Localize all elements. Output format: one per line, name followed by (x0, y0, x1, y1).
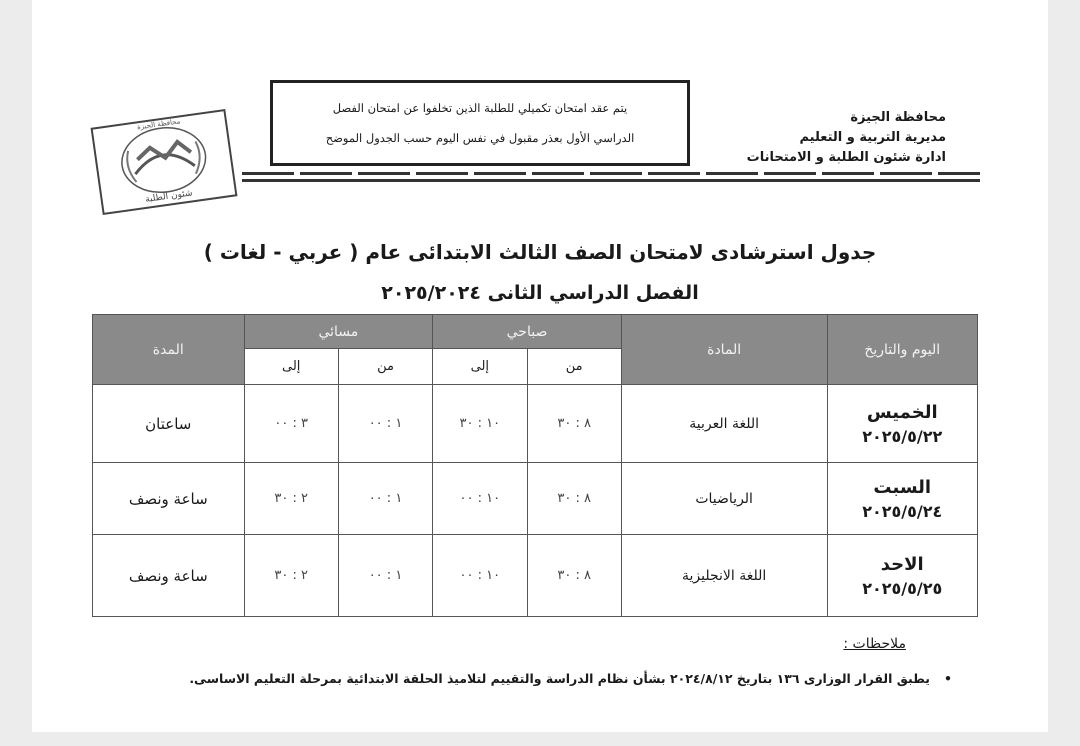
day-name: الخميس (866, 401, 938, 423)
header-day-date: اليوم والتاريخ (827, 315, 978, 385)
day-date-cell (827, 535, 978, 617)
day-name: السبت (873, 476, 932, 498)
subject-cell: اللغة العربية (621, 385, 827, 463)
term-subtitle: الفصل الدراسي الثانى ٢٠٢٥/٢٠٢٤ (381, 282, 699, 304)
day-date-cell (827, 385, 978, 463)
header-rule-bottom (242, 179, 980, 182)
duration-cell: ساعة ونصف (93, 535, 245, 617)
notice-box (270, 80, 690, 166)
evening-from-cell: ١ : ٠٠ (338, 535, 432, 617)
day-date-cell (827, 463, 978, 535)
evening-to-cell: ٢ : ٣٠ (244, 463, 338, 535)
official-seal (88, 107, 239, 218)
exam-schedule-table (92, 314, 978, 617)
header-rules (242, 172, 980, 186)
morning-from-cell: ٨ : ٣٠ (527, 463, 621, 535)
evening-from-cell: ١ : ٠٠ (338, 385, 432, 463)
morning-to-cell: ١٠ : ٣٠ (433, 385, 527, 463)
header-evening: مسائي (244, 315, 433, 349)
day-name: الاحد (880, 553, 924, 575)
organization-header (666, 108, 946, 168)
notes-list (92, 666, 952, 692)
table-row (93, 463, 978, 535)
evening-to-cell: ٢ : ٣٠ (244, 535, 338, 617)
evening-to-cell: ٣ : ٠٠ (244, 385, 338, 463)
seal-bottom-text: شئون الطلبة (144, 188, 194, 205)
exam-date: ٢٠٢٥/٥/٢٤ (862, 501, 943, 521)
header-rule-top (242, 172, 980, 175)
table-row (93, 385, 978, 463)
header-morning: صباحي (433, 315, 622, 349)
department-name: ادارة شئون الطلبة و الامتحانات (746, 150, 946, 165)
subject-cell: اللغة الانجليزية (621, 535, 827, 617)
notice-line-1: يتم عقد امتحان تكميلي للطلبة الذين تخلفوا عن امتحان الفصل (332, 101, 628, 115)
header-duration: المدة (93, 315, 245, 385)
seal-top-text: محافظة الجيزة (136, 117, 181, 132)
header-morning-from: من (527, 349, 621, 385)
notes-heading: ملاحظات : (843, 636, 906, 652)
header-morning-to: إلى (433, 349, 527, 385)
governorate-name: محافظة الجيزة (850, 110, 946, 125)
header-evening-from: من (338, 349, 432, 385)
bullet-icon: • (944, 671, 952, 686)
table-row (93, 535, 978, 617)
duration-cell: ساعة ونصف (93, 463, 245, 535)
header-evening-to: إلى (244, 349, 338, 385)
note-item: يطبق القرار الوزارى ١٣٦ بتاريخ ٢٠٢٤/٨/١٢ بشأن نظام الدراسة والتقييم لتلاميذ الحلقة الابتدائية بمرحلة التعليم الاساسى. (189, 671, 930, 686)
document-title: جدول استرشادى لامتحان الصف الثالث الابتدائى عام ( عربي - لغات ) (203, 240, 877, 264)
duration-cell: ساعتان (93, 385, 245, 463)
document-sheet (32, 0, 1048, 732)
exam-date: ٢٠٢٥/٥/٢٥ (862, 578, 943, 598)
directorate-name: مديرية التربية و التعليم (799, 130, 946, 145)
evening-from-cell: ١ : ٠٠ (338, 463, 432, 535)
morning-to-cell: ١٠ : ٠٠ (433, 463, 527, 535)
morning-from-cell: ٨ : ٣٠ (527, 385, 621, 463)
exam-date: ٢٠٢٥/٥/٢٢ (862, 426, 943, 446)
morning-from-cell: ٨ : ٣٠ (527, 535, 621, 617)
subject-cell: الرياضيات (621, 463, 827, 535)
notice-line-2: الدراسي الأول بعذر مقبول في نفس اليوم حسب الجدول الموضح (325, 131, 635, 145)
header-subject: المادة (621, 315, 827, 385)
morning-to-cell: ١٠ : ٠٠ (433, 535, 527, 617)
